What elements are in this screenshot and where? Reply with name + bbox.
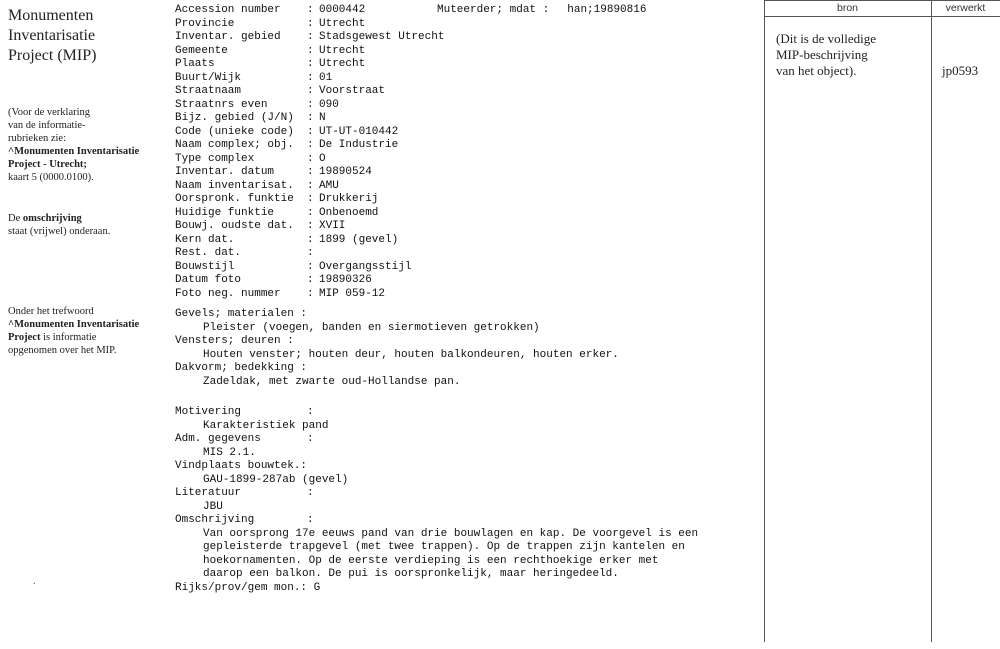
- note-bold: Project - Utrecht;: [8, 159, 87, 170]
- field-label: Inventar. datum: [175, 166, 275, 178]
- description-note: [8, 212, 168, 238]
- title-line: Monumenten: [8, 7, 94, 24]
- note-bold: omschrijving: [22, 213, 82, 224]
- field-value: Overgangsstijl: [319, 260, 412, 273]
- note-bold: ^Monumenten Inventarisatie: [8, 319, 140, 330]
- field-label: Plaats: [175, 58, 215, 70]
- field-row: [175, 99, 444, 113]
- field-row: [175, 193, 444, 207]
- field-label: Bouwj. oudste dat.: [175, 220, 294, 232]
- table-border: [764, 0, 765, 642]
- section-text: GAU-1899-287ab (gevel): [203, 473, 349, 486]
- field-value: Onbenoemd: [319, 206, 379, 219]
- field-row: [175, 126, 444, 140]
- section-label: Rijks/prov/gem mon.: G: [175, 581, 321, 594]
- field-label: Naam inventarisat.: [175, 179, 294, 192]
- record-fields: [175, 4, 444, 301]
- description-sections: [175, 406, 698, 595]
- field-value: Voorstraat: [319, 85, 386, 97]
- table-header-rule: [764, 16, 1000, 17]
- field-sep: :: [307, 112, 314, 124]
- table-top-rule: [764, 0, 1000, 1]
- field-label: Datum foto: [175, 274, 242, 286]
- field-value: Drukkerij: [319, 193, 379, 205]
- field-row: [175, 45, 444, 59]
- field-row: [175, 58, 444, 72]
- section-label: Vindplaats bouwtek.:: [175, 460, 308, 472]
- field-label: Foto neg. nummer: [175, 287, 281, 300]
- field-sep: :: [307, 193, 314, 205]
- field-row: [175, 139, 444, 153]
- field-value: Utrecht: [319, 44, 366, 57]
- left-column: [8, 6, 168, 356]
- field-label: Inventar. gebied: [175, 31, 281, 43]
- field-label: Accession number: [175, 4, 281, 16]
- field-row: [175, 153, 444, 167]
- field-row: [175, 85, 444, 99]
- field-sep: :: [307, 58, 314, 70]
- field-value: MIP 059-12: [319, 287, 386, 300]
- field-value: UT-UT-010442: [319, 125, 399, 138]
- bron-note: [776, 31, 926, 79]
- table-border: [931, 0, 932, 642]
- section-label: Dakvorm; bedekking :: [175, 362, 308, 374]
- note-bold: Project: [8, 332, 41, 343]
- field-row: [175, 4, 444, 18]
- field-row: [175, 18, 444, 32]
- field-row: [175, 31, 444, 45]
- field-sep: :: [307, 274, 314, 286]
- field-label: Code (unieke code): [175, 125, 294, 138]
- mutator-sep: :: [542, 4, 550, 16]
- field-value: 1899 (gevel): [319, 233, 399, 246]
- field-row: [175, 261, 444, 275]
- note-line: Onder het trefwoord: [8, 306, 94, 317]
- field-label: Straatnrs even: [175, 98, 268, 111]
- bron-note-line: (Dit is de volledige: [776, 31, 877, 46]
- section-text: Karakteristiek pand: [203, 419, 329, 432]
- section-text: JBU: [203, 500, 223, 513]
- field-value: O: [319, 152, 326, 165]
- field-sep: :: [307, 4, 314, 16]
- field-label: Naam complex; obj.: [175, 139, 294, 151]
- collection-title: [8, 6, 168, 66]
- field-sep: :: [307, 17, 314, 30]
- field-value: 090: [319, 98, 339, 111]
- mutator-value: han;19890816: [567, 4, 647, 16]
- stray-dot: .: [33, 576, 36, 587]
- section-text: MIS 2.1.: [203, 446, 256, 459]
- field-sep: :: [307, 287, 314, 300]
- title-line: Project (MIP): [8, 47, 97, 64]
- note-text: is informatie: [40, 332, 97, 343]
- section-label: Omschrijving :: [175, 514, 314, 526]
- note-line: kaart 5 (0000.0100).: [8, 172, 94, 183]
- field-value: Stadsgewest Utrecht: [319, 31, 445, 43]
- field-sep: :: [307, 98, 314, 111]
- field-sep: :: [307, 71, 314, 84]
- field-label: Type complex: [175, 152, 255, 165]
- field-sep: :: [307, 44, 314, 57]
- section-text: Pleister (voegen, banden en siermotieven getrokken): [203, 321, 540, 334]
- field-label: Huidige funktie: [175, 206, 275, 219]
- section-label: Adm. gegevens :: [175, 433, 314, 445]
- field-sep: :: [307, 166, 314, 178]
- field-row: [175, 166, 444, 180]
- field-sep: :: [307, 206, 314, 219]
- note-line: opgenomen over het MIP.: [8, 345, 117, 356]
- field-sep: :: [307, 247, 314, 259]
- field-row: [175, 180, 444, 194]
- bron-note-line: van het object).: [776, 63, 857, 78]
- note-line: (Voor de verklaring: [8, 107, 91, 118]
- field-row: [175, 288, 444, 302]
- field-row: [175, 234, 444, 248]
- section-label: Motivering :: [175, 406, 314, 418]
- field-value: 0000442: [319, 4, 366, 16]
- field-value: Utrecht: [319, 58, 366, 70]
- field-row: [175, 247, 444, 261]
- title-line: Inventarisatie: [8, 27, 96, 44]
- field-label: Provincie: [175, 17, 235, 30]
- field-sep: :: [307, 152, 314, 165]
- field-label: Kern dat.: [175, 233, 235, 246]
- field-label: Rest. dat.: [175, 247, 242, 259]
- section-label: Gevels; materialen :: [175, 308, 308, 320]
- explanation-note: [8, 106, 168, 184]
- note-text: De: [8, 213, 23, 224]
- verwerkt-code: jp0593: [942, 63, 979, 78]
- section-text: gepleisterde trapgevel (met twee trappen). Op de trappen zijn kantelen en: [203, 541, 685, 553]
- field-row: [175, 207, 444, 221]
- header-bron: bron: [836, 2, 858, 14]
- field-label: Bijz. gebied (J/N): [175, 112, 294, 124]
- field-label: Straatnaam: [175, 85, 242, 97]
- field-label: Oorspronk. funktie: [175, 193, 294, 205]
- field-sep: :: [307, 139, 314, 151]
- note-line: van de informatie-: [8, 120, 86, 131]
- field-value: Utrecht: [319, 17, 366, 30]
- section-text: Zadeldak, met zwarte oud-Hollandse pan.: [203, 375, 461, 388]
- field-value: XVII: [319, 220, 346, 232]
- field-value: N: [319, 112, 326, 124]
- header-verwerkt: verwerkt: [945, 2, 986, 14]
- section-text: Van oorsprong 17e eeuws pand van drie bouwlagen en kap. De voorgevel is een: [203, 527, 699, 540]
- field-value: 19890524: [319, 166, 372, 178]
- field-label: Bouwstijl: [175, 260, 235, 273]
- field-value: De Industrie: [319, 139, 399, 151]
- mutator-field: [437, 4, 646, 18]
- field-row: [175, 274, 444, 288]
- materials-sections: [175, 308, 619, 389]
- field-sep: :: [307, 260, 314, 273]
- field-label: Buurt/Wijk: [175, 71, 242, 84]
- note-line: staat (vrijwel) onderaan.: [8, 226, 111, 237]
- section-text: Houten venster; houten deur, houten balkondeuren, houten erker.: [203, 348, 619, 361]
- field-sep: :: [307, 233, 314, 246]
- bron-note-line: MIP-beschrijving: [776, 47, 868, 62]
- field-value: 19890326: [319, 274, 372, 286]
- section-label: Literatuur :: [175, 487, 314, 499]
- note-bold: ^Monumenten Inventarisatie: [8, 146, 140, 157]
- section-text: hoekornamenten. Op de eerste verdieping is een rechthoekige erker met: [203, 554, 659, 567]
- note-line: rubrieken zie:: [8, 133, 67, 144]
- field-sep: :: [307, 31, 314, 43]
- field-label: Gemeente: [175, 44, 228, 57]
- field-value: 01: [319, 71, 333, 84]
- section-text: daarop een balkon. De pui is oorspronkelijk, maar heringedeeld.: [203, 568, 619, 580]
- field-row: [175, 220, 444, 234]
- field-sep: :: [307, 85, 314, 97]
- field-sep: :: [307, 220, 314, 232]
- field-value: AMU: [319, 179, 339, 192]
- mutator-label: Muteerder; mdat: [437, 4, 537, 16]
- section-label: Vensters; deuren :: [175, 335, 294, 347]
- field-row: [175, 72, 444, 86]
- keyword-note: [8, 305, 168, 357]
- field-sep: :: [307, 125, 314, 138]
- field-sep: :: [307, 179, 314, 192]
- field-row: [175, 112, 444, 126]
